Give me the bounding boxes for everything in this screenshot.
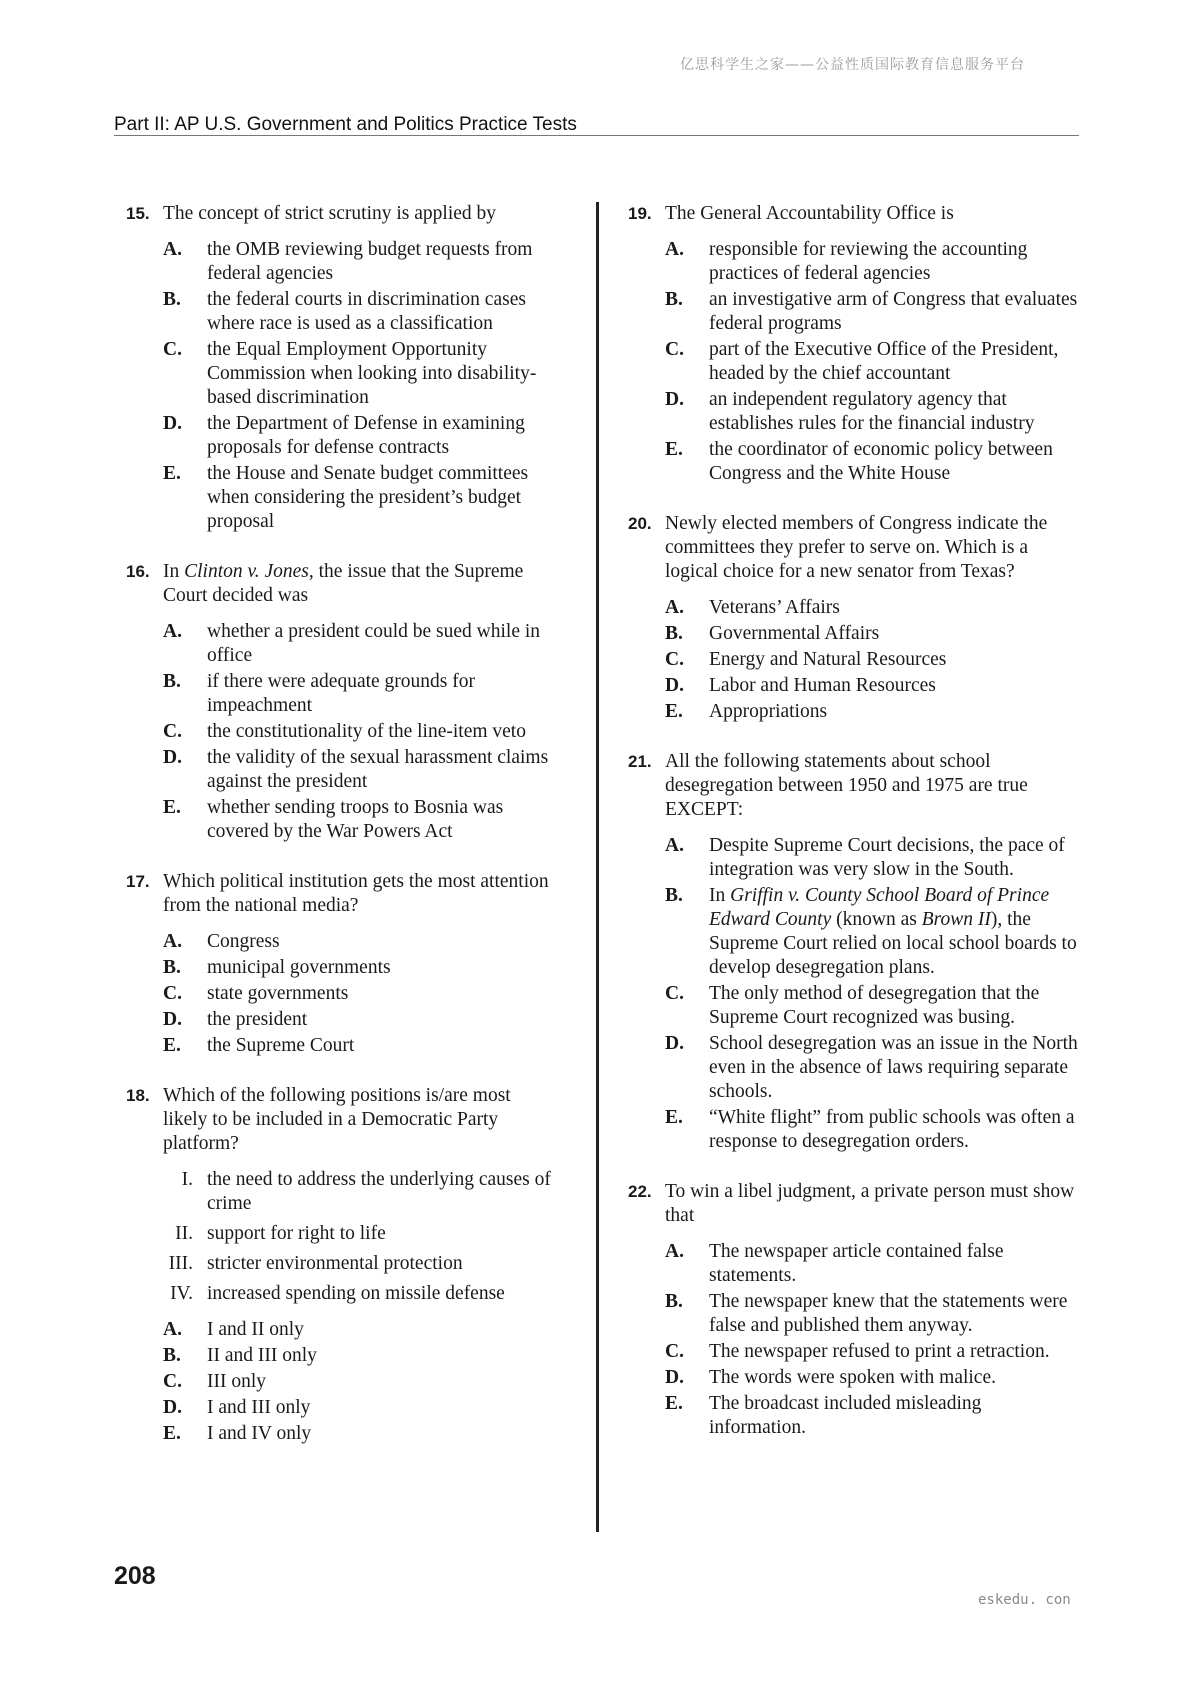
- option-c: [163, 338, 556, 410]
- left-column: [126, 202, 556, 1448]
- option-d: [163, 746, 556, 794]
- roman-statements: [163, 1168, 556, 1306]
- option-letter: B.: [665, 885, 683, 906]
- option-b: [163, 1344, 556, 1368]
- question-stem: Which political institution gets the most attention from the national media?: [163, 871, 549, 916]
- option-text: I and IV only: [207, 1423, 312, 1444]
- question-stem: The concept of strict scrutiny is applied by: [163, 203, 497, 224]
- option-a: [665, 1240, 1083, 1288]
- option-letter: E.: [163, 1035, 181, 1056]
- question-number: 20.: [628, 514, 652, 533]
- option-text: In: [709, 885, 731, 906]
- option-b: [163, 956, 556, 980]
- question-21: [628, 750, 1083, 1154]
- option-letter: E.: [163, 463, 181, 484]
- statement-iii: [163, 1252, 556, 1276]
- option-text: part of the Executive Office of the President, headed by the chief accountant: [709, 339, 1059, 384]
- option-text: III only: [207, 1371, 267, 1392]
- question-stem: Newly elected members of Congress indicate the committees they prefer to serve on. Which is a logical choice for a new senator from Texas?: [665, 513, 1048, 582]
- watermark-footer: eskedu. con: [978, 1592, 1071, 1608]
- option-letter: C.: [163, 721, 182, 742]
- option-d: [163, 1008, 556, 1032]
- option-c: [665, 982, 1083, 1030]
- stem-text: the issue that the Supreme Court decided was: [163, 561, 524, 606]
- option-text: the House and Senate budget committees when considering the president’s budget proposal: [207, 463, 529, 532]
- option-letter: E.: [665, 1393, 683, 1414]
- question-19: [628, 202, 1083, 486]
- roman-numeral: IV.: [170, 1283, 193, 1304]
- answer-options: [163, 1318, 556, 1446]
- option-text: Congress: [207, 931, 280, 952]
- option-text: Veterans’ Affairs: [709, 597, 840, 618]
- option-text: the Equal Employment Opportunity Commission when looking into disability-based discrimination: [207, 339, 537, 408]
- option-letter: A.: [163, 239, 182, 260]
- option-a: [665, 596, 1083, 620]
- option-text: the coordinator of economic policy between Congress and the White House: [709, 439, 1053, 484]
- option-b: [163, 670, 556, 718]
- option-e: [665, 1106, 1083, 1154]
- statement-iv: [163, 1282, 556, 1306]
- answer-options: [665, 596, 1083, 724]
- option-letter: C.: [665, 1341, 684, 1362]
- option-letter: B.: [163, 671, 181, 692]
- option-text: The words were spoken with malice.: [709, 1367, 996, 1388]
- option-d: [665, 388, 1083, 436]
- option-letter: C.: [163, 1371, 182, 1392]
- option-text: Energy and Natural Resources: [709, 649, 947, 670]
- statement-text: the need to address the underlying causes of crime: [207, 1169, 551, 1214]
- option-a: [163, 930, 556, 954]
- option-letter: D.: [163, 1397, 182, 1418]
- roman-numeral: II.: [175, 1223, 193, 1244]
- answer-options: [163, 238, 556, 534]
- option-letter: E.: [665, 701, 683, 722]
- statement-text: stricter environmental protection: [207, 1253, 463, 1274]
- option-letter: B.: [665, 289, 683, 310]
- option-letter: C.: [163, 339, 182, 360]
- option-text: I and II only: [207, 1319, 304, 1340]
- option-text: an independent regulatory agency that establishes rules for the financial industry: [709, 389, 1035, 434]
- question-number: 17.: [126, 872, 150, 891]
- option-e: [163, 796, 556, 844]
- option-text: the federal courts in discrimination cases where race is used as a classification: [207, 289, 526, 334]
- answer-options: [163, 930, 556, 1058]
- option-text: if there were adequate grounds for impeachment: [207, 671, 476, 716]
- option-text: II and III only: [207, 1345, 317, 1366]
- option-letter: A.: [665, 835, 684, 856]
- option-text: The broadcast included misleading information.: [709, 1393, 982, 1438]
- header-rule: [114, 135, 1079, 136]
- option-letter: A.: [665, 597, 684, 618]
- roman-numeral: III.: [168, 1253, 193, 1274]
- column-divider: [596, 202, 599, 1532]
- option-b: [665, 1290, 1083, 1338]
- option-text: Despite Supreme Court decisions, the pace of integration was very slow in the South.: [709, 835, 1065, 880]
- page-number: 208: [114, 1562, 156, 1590]
- running-head: Part II: AP U.S. Government and Politics Practice Tests: [114, 114, 577, 135]
- option-c: [163, 720, 556, 744]
- case-name: Clinton v. Jones,: [184, 561, 314, 582]
- option-text: responsible for reviewing the accounting practices of federal agencies: [709, 239, 1028, 284]
- question-number: 15.: [126, 204, 150, 223]
- statement-i: [163, 1168, 556, 1216]
- option-text: The only method of desegregation that the Supreme Court recognized was busing.: [709, 983, 1040, 1028]
- roman-numeral: I.: [181, 1169, 193, 1190]
- option-letter: C.: [665, 649, 684, 670]
- option-d: [665, 1366, 1083, 1390]
- option-text: Appropriations: [709, 701, 828, 722]
- option-letter: B.: [665, 1291, 683, 1312]
- option-a: [163, 620, 556, 668]
- option-text: municipal governments: [207, 957, 391, 978]
- option-text: the constitutionality of the line-item veto: [207, 721, 526, 742]
- option-text: (known as: [831, 909, 922, 930]
- right-column: [628, 202, 1083, 1442]
- option-text: the president: [207, 1009, 308, 1030]
- answer-options: [665, 238, 1083, 486]
- question-stem: All the following statements about school desegregation between 1950 and 1975 are true EXCEPT:: [665, 751, 1028, 820]
- option-c: [665, 648, 1083, 672]
- option-d: [163, 1396, 556, 1420]
- option-letter: D.: [665, 1033, 684, 1054]
- option-c: [163, 982, 556, 1006]
- option-text: The newspaper refused to print a retraction.: [709, 1341, 1050, 1362]
- option-a: [665, 834, 1083, 882]
- option-letter: B.: [665, 623, 683, 644]
- option-e: [665, 700, 1083, 724]
- option-text: the validity of the sexual harassment claims against the president: [207, 747, 549, 792]
- option-b: [665, 622, 1083, 646]
- option-letter: E.: [163, 1423, 181, 1444]
- option-letter: C.: [163, 983, 182, 1004]
- option-letter: B.: [163, 957, 181, 978]
- case-name: Griffin v. County School Board of Prince Edward County: [709, 885, 1050, 930]
- option-letter: E.: [163, 797, 181, 818]
- option-letter: D.: [665, 389, 684, 410]
- question-stem: To win a libel judgment, a private person must show that: [665, 1181, 1075, 1226]
- option-text: The newspaper knew that the statements were false and published them anyway.: [709, 1291, 1068, 1336]
- option-d: [665, 674, 1083, 698]
- watermark-header: 亿思科学生之家——公益性质国际教育信息服务平台: [680, 57, 1025, 73]
- option-text: an investigative arm of Congress that evaluates federal programs: [709, 289, 1078, 334]
- answer-options: [163, 620, 556, 844]
- option-b: [163, 288, 556, 336]
- option-letter: D.: [163, 413, 182, 434]
- option-letter: D.: [665, 675, 684, 696]
- option-text: Governmental Affairs: [709, 623, 880, 644]
- option-letter: A.: [665, 1241, 684, 1262]
- option-letter: A.: [163, 1319, 182, 1340]
- option-d: [665, 1032, 1083, 1104]
- option-e: [665, 438, 1083, 486]
- question-number: 22.: [628, 1182, 652, 1201]
- option-letter: D.: [163, 1009, 182, 1030]
- question-number: 21.: [628, 752, 652, 771]
- option-text: the OMB reviewing budget requests from federal agencies: [207, 239, 533, 284]
- option-letter: E.: [665, 439, 683, 460]
- stem-text: In: [163, 561, 185, 582]
- question-stem: [163, 560, 556, 608]
- option-text: the Supreme Court: [207, 1035, 355, 1056]
- option-text: whether a president could be sued while in office: [207, 621, 541, 666]
- option-text: Labor and Human Resources: [709, 675, 936, 696]
- option-letter: D.: [665, 1367, 684, 1388]
- case-name: Brown II: [921, 909, 991, 930]
- question-number: 16.: [126, 562, 150, 581]
- question-stem: The General Accountability Office is: [665, 203, 954, 224]
- option-text: the Department of Defense in examining proposals for defense contracts: [207, 413, 525, 458]
- option-c: [665, 338, 1083, 386]
- option-letter: D.: [163, 747, 182, 768]
- question-22: [628, 1180, 1083, 1440]
- answer-options: [665, 1240, 1083, 1440]
- option-letter: C.: [665, 983, 684, 1004]
- option-text: I and III only: [207, 1397, 311, 1418]
- option-e: [163, 1034, 556, 1058]
- option-d: [163, 412, 556, 460]
- question-stem: Which of the following positions is/are most likely to be included in a Democratic Party platform?: [163, 1085, 511, 1154]
- question-number: 19.: [628, 204, 652, 223]
- option-c: [665, 1340, 1083, 1364]
- option-text: The newspaper article contained false statements.: [709, 1241, 1004, 1286]
- option-b: [665, 884, 1083, 980]
- question-17: [126, 870, 556, 1058]
- option-text: state governments: [207, 983, 349, 1004]
- question-15: [126, 202, 556, 534]
- statement-text: increased spending on missile defense: [207, 1283, 505, 1304]
- option-letter: A.: [163, 621, 182, 642]
- option-text: ), the Supreme Court relied on local school boards to develop desegregation plans.: [709, 909, 1077, 978]
- option-letter: A.: [665, 239, 684, 260]
- statement-text: support for right to life: [207, 1223, 386, 1244]
- option-e: [163, 1422, 556, 1446]
- option-letter: E.: [665, 1107, 683, 1128]
- option-letter: C.: [665, 339, 684, 360]
- option-a: [163, 1318, 556, 1342]
- question-18: [126, 1084, 556, 1446]
- option-a: [163, 238, 556, 286]
- option-e: [163, 462, 556, 534]
- statement-ii: [163, 1222, 556, 1246]
- option-a: [665, 238, 1083, 286]
- option-text: “White flight” from public schools was often a response to desegregation orders.: [709, 1107, 1075, 1152]
- question-20: [628, 512, 1083, 724]
- option-letter: B.: [163, 289, 181, 310]
- option-letter: B.: [163, 1345, 181, 1366]
- option-text: School desegregation was an issue in the North even in the absence of laws requiring separate schools.: [709, 1033, 1078, 1102]
- option-text: whether sending troops to Bosnia was covered by the War Powers Act: [207, 797, 504, 842]
- question-16: [126, 560, 556, 844]
- answer-options: [665, 834, 1083, 1154]
- option-e: [665, 1392, 1083, 1440]
- question-number: 18.: [126, 1086, 150, 1105]
- option-letter: A.: [163, 931, 182, 952]
- option-b: [665, 288, 1083, 336]
- option-c: [163, 1370, 556, 1394]
